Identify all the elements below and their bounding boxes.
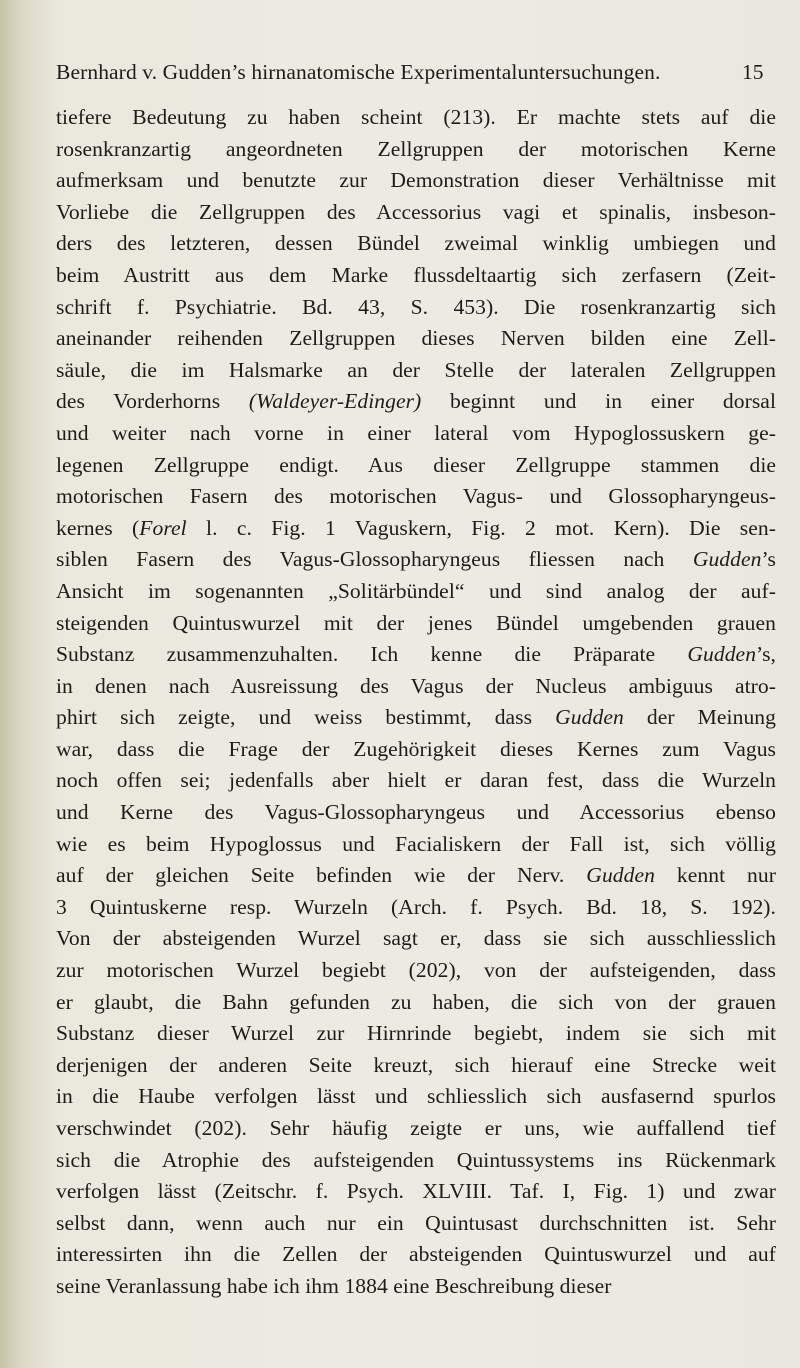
text-line [56,987,776,1019]
text-segment: seine Veranlassung habe ich ihm 1884 eine Beschreibung dieser [56,1273,612,1298]
text-line [56,323,776,355]
text-line [56,1239,776,1271]
text-segment: ders des letzteren, dessen Bündel zweimal winklig umbiegen und [56,231,776,256]
text-segment: Ansicht im sogenannten „Solitärbündel“ und sind analog der auf- [56,578,776,603]
text-segment: zur motorischen Wurzel begiebt (202), von der aufsteigenden, dass [56,958,776,983]
text-segment: Von der absteigenden Wurzel sagt er, dass sie sich ausschliesslich [56,926,776,951]
text-segment: legenen Zellgruppe endigt. Aus dieser Zellgruppe stammen die [56,452,776,477]
text-line [56,1113,776,1145]
text-segment: ’s [761,547,776,572]
text-line [56,1176,776,1208]
text-segment: und Kerne des Vagus-Glossopharyngeus und Accessorius ebenso [56,800,776,825]
body-text [56,102,776,1303]
text-segment: säule, die im Halsmarke an der Stelle der lateralen Zellgruppen [56,357,776,382]
text-line [56,481,776,513]
text-segment: kernes ( [56,515,140,540]
text-line [56,1081,776,1113]
text-segment: des Vorderhorns [56,389,249,414]
text-line [56,576,776,608]
text-segment: 3 Quintuskerne resp. Wurzeln (Arch. f. Psych. Bd. 18, S. 192). [56,894,776,919]
text-segment: verschwindet (202). Sehr häufig zeigte er uns, wie auffallend tief [56,1116,776,1140]
text-line [56,102,776,134]
text-line [56,671,776,703]
text-segment: schrift f. Psychiatrie. Bd. 43, S. 453). Die rosenkranzartig sich [56,294,776,319]
text-segment: in die Haube verfolgen lässt und schliesslich sich ausfasernd spurlos [56,1084,776,1109]
text-line [56,1271,776,1303]
text-segment: in denen nach Ausreissung des Vagus der Nucleus ambiguus atro- [56,673,776,698]
text-line [56,1018,776,1050]
text-segment: aufmerksam und benutzte zur Demonstration dieser Verhältnisse mit [56,168,776,193]
italic-name: Gudden [586,863,655,888]
text-segment: tiefere Bedeutung zu haben scheint (213). Er machte stets auf die [56,105,776,129]
text-segment: auf der gleichen Seite befinden wie der Nerv. [56,863,587,888]
text-line [56,829,776,861]
text-segment: beim Austritt aus dem Marke flussdeltaartig sich zerfasern (Zeit- [56,262,776,287]
text-segment: motorischen Fasern des motorischen Vagus- und Glossopharyngeus- [56,484,776,509]
text-line [56,955,776,987]
italic-name: Gudden [687,642,757,667]
text-line [56,639,776,671]
text-line [56,702,776,734]
running-head-title: Bernhard v. Gudden’s hirnanatomische Experimentaluntersuchungen. [56,60,661,84]
text-segment: Substanz dieser Wurzel zur Hirnrinde begiebt, indem sie sich mit [56,1021,776,1046]
text-line [56,513,776,545]
text-segment: beginnt und in einer dorsal [421,389,776,414]
text-segment: noch offen sei; jedenfalls aber hielt er daran fest, dass die Wurzeln [56,768,776,793]
text-segment: wie es beim Hypoglossus und Facialiskern der Fall ist, sich völlig [56,831,776,856]
text-line [56,260,776,292]
text-line [56,923,776,955]
text-line [56,544,776,576]
text-segment: l. c. Fig. 1 Vaguskern, Fig. 2 mot. Kern). Die sen- [186,515,776,540]
text-segment: selbst dann, wenn auch nur ein Quintusast durchschnitten ist. Sehr [56,1210,776,1235]
text-segment: und weiter nach vorne in einer lateral vom Hypoglossuskern ge- [56,420,776,445]
text-line [56,1208,776,1240]
text-segment: der Meinung [623,705,776,730]
text-line [56,197,776,229]
text-line [56,860,776,892]
text-segment: steigenden Quintuswurzel mit der jenes Bündel umgebenden grauen [56,610,776,635]
text-segment: sich die Atrophie des aufsteigenden Quintussystems ins Rückenmark [56,1147,776,1172]
text-line [56,292,776,324]
italic-name: Gudden [555,705,624,730]
text-segment: rosenkranzartig angeordneten Zellgruppen der motorischen Kerne [56,136,776,161]
text-segment: Substanz zusammenzuhalten. Ich kenne die Präparate [56,642,688,667]
text-line [56,608,776,640]
page-number: 15 [742,60,764,84]
italic-name: (Waldeyer-Edinger) [248,389,422,414]
text-segment: war, dass die Frage der Zugehörigkeit dieses Kernes zum Vagus [56,736,776,761]
text-line [56,418,776,450]
text-line [56,450,776,482]
text-segment: interessirten ihn die Zellen der absteigenden Quintuswurzel und auf [56,1242,776,1267]
text-segment: phirt sich zeigte, und weiss bestimmt, dass [56,705,556,730]
text-line [56,797,776,829]
italic-name: Forel [139,515,187,540]
italic-name: Gudden [692,547,762,572]
text-segment: er glaubt, die Bahn gefunden zu haben, die sich von der grauen [56,989,776,1014]
text-segment: aneinander reihenden Zellgruppen dieses Nerven bilden eine Zell- [56,326,776,351]
text-line [56,765,776,797]
text-segment: derjenigen der anderen Seite kreuzt, sich hierauf eine Strecke weit [56,1052,776,1077]
text-segment: verfolgen lässt (Zeitschr. f. Psych. XLVIII. Taf. I, Fig. 1) und zwar [56,1179,776,1204]
text-line [56,134,776,166]
text-line [56,228,776,260]
text-line [56,1050,776,1082]
text-line [56,734,776,766]
text-line [56,165,776,197]
text-segment: kennt nur [654,863,776,888]
text-line [56,892,776,924]
text-line [56,355,776,387]
text-line [56,1145,776,1177]
running-head [0,60,800,90]
text-segment: ’s, [756,642,776,667]
text-segment: siblen Fasern des Vagus-Glossopharyngeus fliessen nach [56,547,693,572]
text-line [56,386,776,418]
text-segment: Vorliebe die Zellgruppen des Accessorius vagi et spinalis, insbeson- [56,199,776,224]
